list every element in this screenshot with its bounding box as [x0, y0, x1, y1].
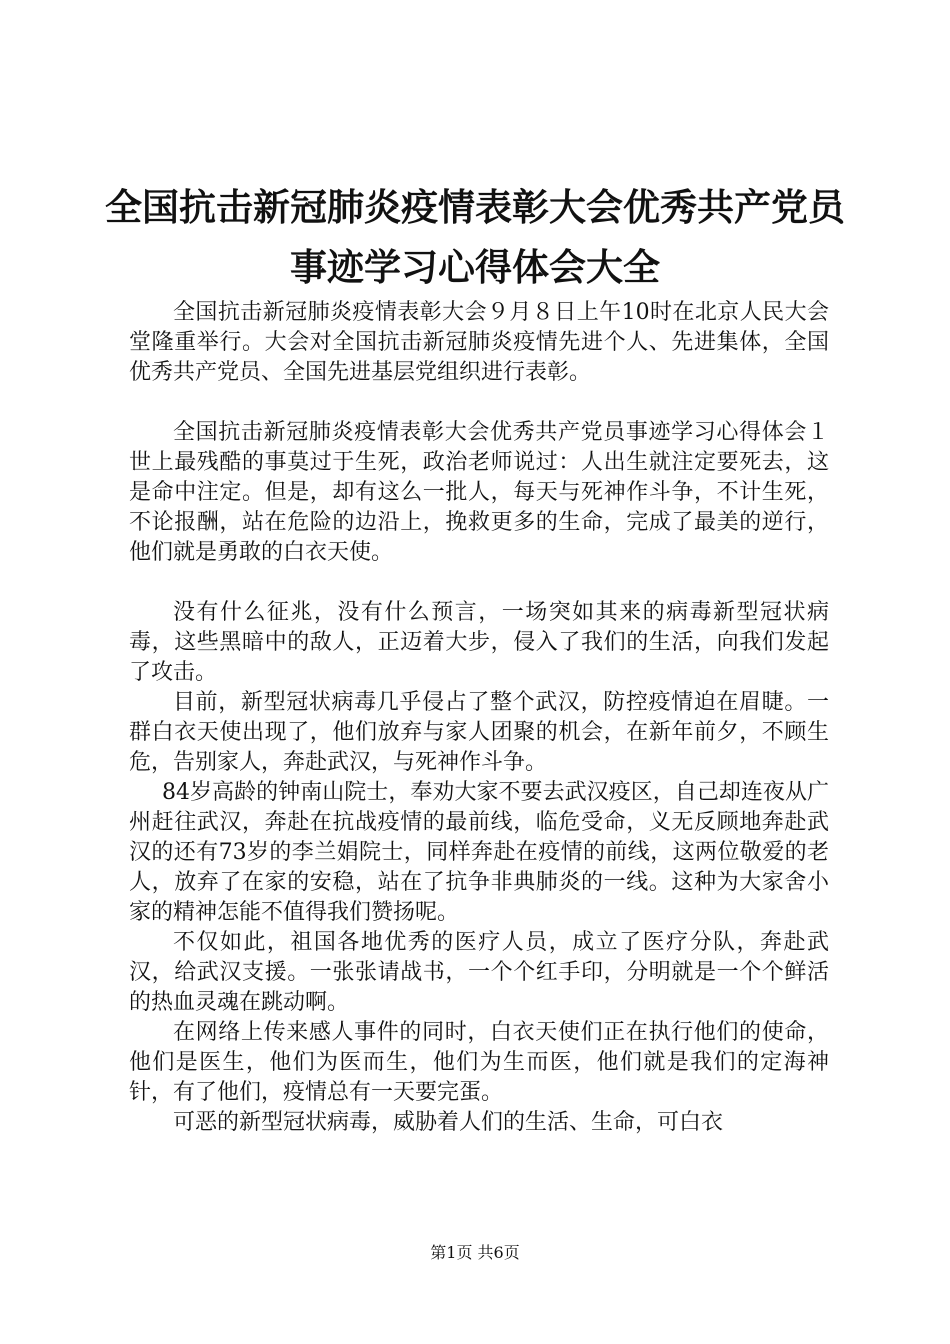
page-footer: 第1页 共6页: [430, 1243, 520, 1262]
paragraph-2: 全国抗击新冠肺炎疫情表彰大会优秀共产党员事迹学习心得体会１世上最残酷的事莫过于生死，政治老师说过：人出生就注定要死去，这是命中注定。但是，却有这么一批人，每天与死神作斗争，不计生死，不论报酬，站在危险的边沿上，挽救更多的生命，完成了最美的逆行，他们就是勇敢的白衣天使。: [129, 420, 829, 565]
document-body: [129, 298, 829, 1138]
paragraph-6: 不仅如此，祖国各地优秀的医疗人员，成立了医疗分队，奔赴武汉，给武汉支援。一张张请战书，一个个红手印，分明就是一个个鲜活的热血灵魂在跳动啊。: [129, 930, 829, 1015]
document-title-line-2: 事迹学习心得体会大全: [290, 246, 660, 289]
paragraph-5: 84岁高龄的钟南山院士，奉劝大家不要去武汉疫区，自己却连夜从广州赶往武汉，奔赴在抗战疫情的最前线，临危受命，义无反顾地奔赴武汉的还有73岁的李兰娟院士，同样奔赴在疫情的前线，这两位敬爱的老人，放弃了在家的安稳，站在了抗争非典肺炎的一线。这种为大家舍小家的精神怎能不值得我们赞扬呢。: [129, 780, 829, 925]
document-title-line-1: 全国抗击新冠肺炎疫情表彰大会优秀共产党员: [105, 186, 845, 229]
paragraph-3: 没有什么征兆，没有什么预言，一场突如其来的病毒新型冠状病毒，这些黑暗中的敌人，正迈着大步，侵入了我们的生活，向我们发起了攻击。: [129, 600, 829, 685]
paragraph-7: 在网络上传来感人事件的同时，白衣天使们正在执行他们的使命，他们是医生，他们为医而生，他们为生而医，他们就是我们的定海神针，有了他们，疫情总有一天要完蛋。: [129, 1020, 829, 1105]
paragraph-1: 全国抗击新冠肺炎疫情表彰大会９月８日上午10时在北京人民大会堂隆重举行。大会对全国抗击新冠肺炎疫情先进个人、先进集体，全国优秀共产党员、全国先进基层党组织进行表彰。: [129, 300, 829, 385]
paragraph-4: 目前，新型冠状病毒几乎侵占了整个武汉，防控疫情迫在眉睫。一群白衣天使出现了，他们放弃与家人团聚的机会，在新年前夕，不顾生危，告别家人，奔赴武汉，与死神作斗争。: [129, 690, 829, 775]
paragraph-8: 可恶的新型冠状病毒，威胁着人们的生活、生命，可白衣: [173, 1110, 724, 1135]
